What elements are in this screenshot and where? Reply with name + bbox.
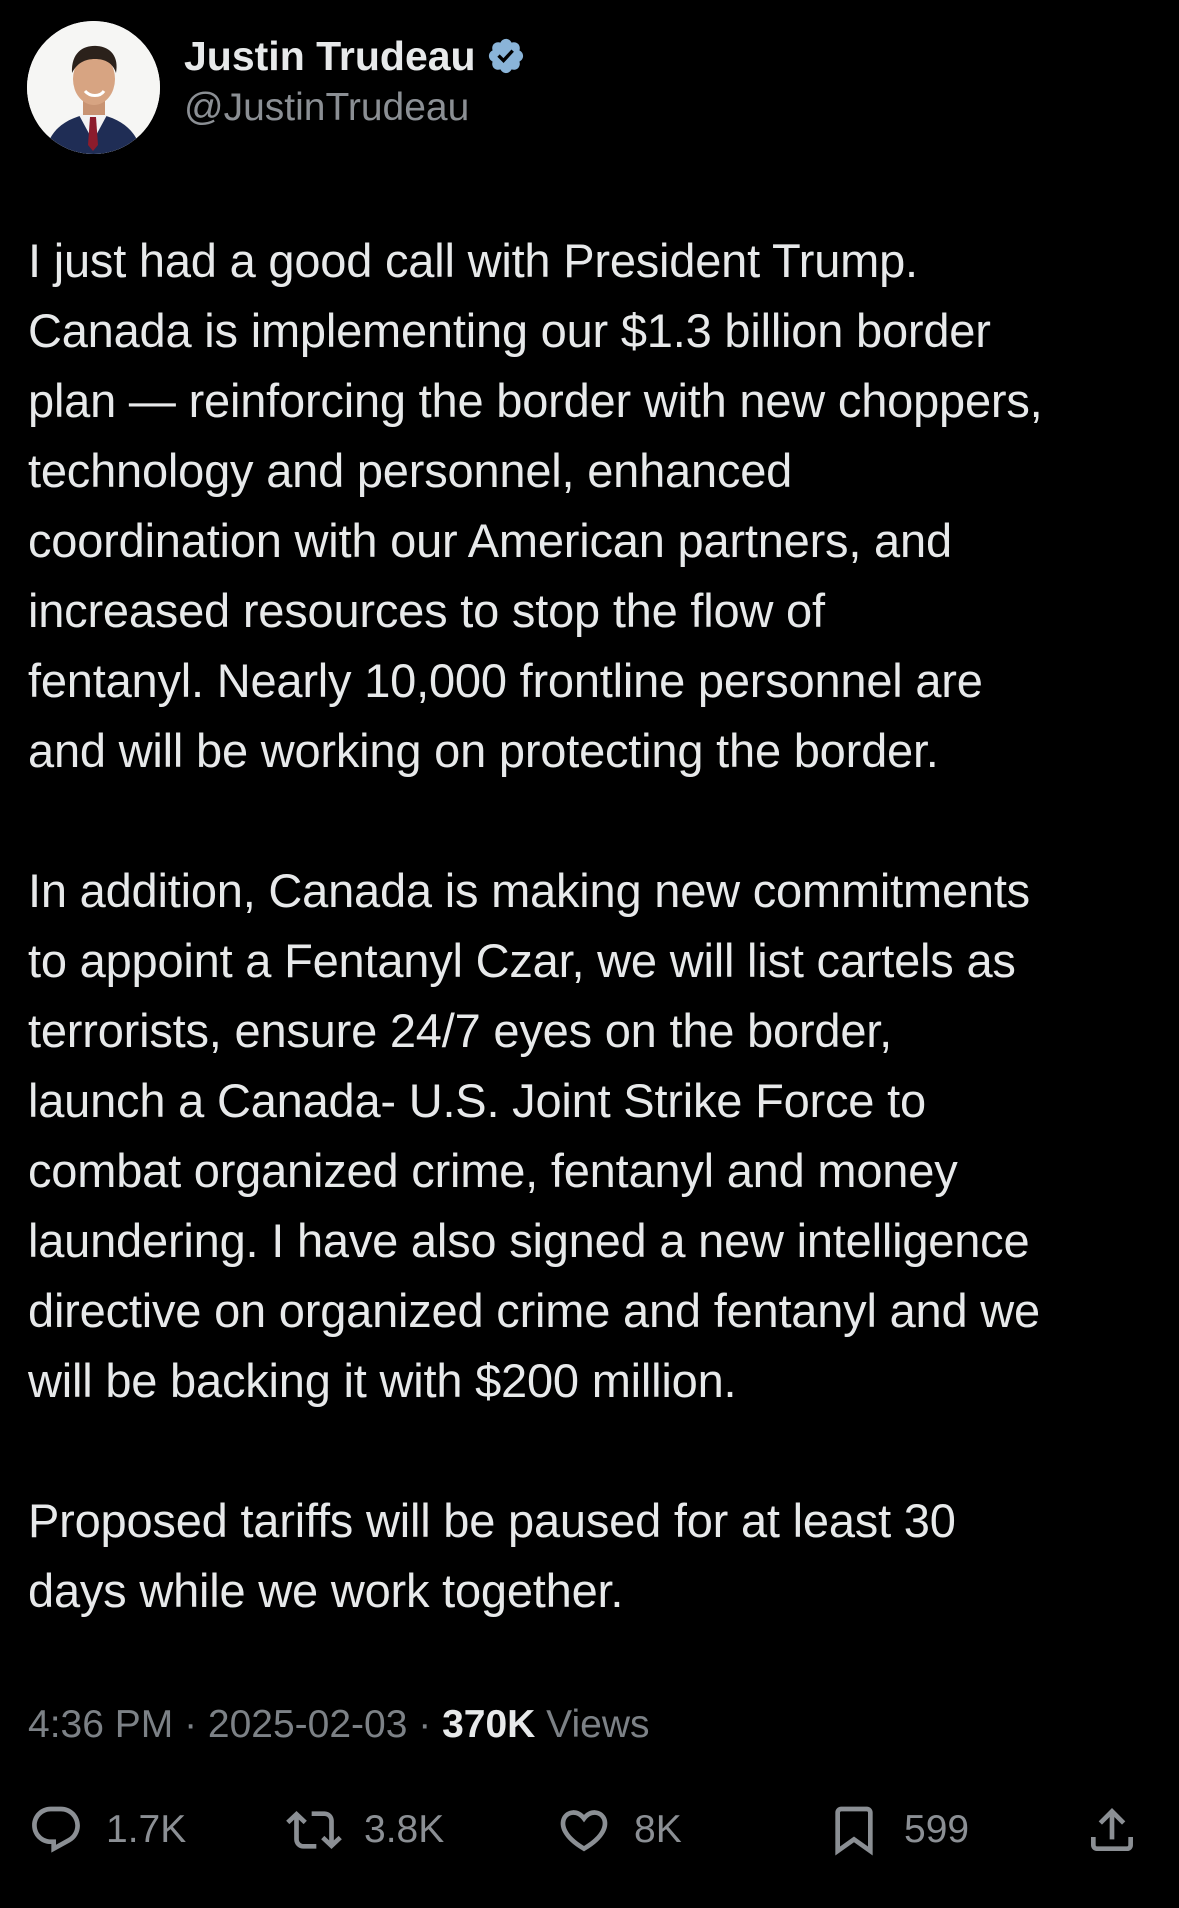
- text-line: technology and personnel, enhanced: [28, 444, 793, 497]
- heart-icon: [556, 1802, 612, 1858]
- like-count: 8K: [634, 1808, 682, 1851]
- tweet-paragraph: [28, 226, 1168, 786]
- share-button[interactable]: [1084, 1790, 1140, 1870]
- verified-badge-icon[interactable]: [486, 36, 526, 76]
- views-label: Views: [546, 1703, 650, 1746]
- tweet-time[interactable]: 4:36 PM: [28, 1703, 174, 1746]
- text-line: directive on organized crime and fentanyl and we: [28, 1284, 1040, 1337]
- bookmark-button[interactable]: [826, 1790, 969, 1870]
- tweet-date[interactable]: 2025-02-03: [207, 1703, 408, 1746]
- text-line: combat organized crime, fentanyl and money: [28, 1144, 958, 1197]
- text-line: coordination with our American partners, and: [28, 514, 952, 567]
- reply-icon: [28, 1802, 84, 1858]
- avatar[interactable]: [27, 21, 160, 154]
- tweet-header: [27, 20, 526, 155]
- share-icon: [1084, 1802, 1140, 1858]
- views-count[interactable]: 370K: [442, 1703, 536, 1746]
- author-info: [184, 31, 526, 135]
- text-line: days while we work together.: [28, 1564, 624, 1617]
- text-line: I just had a good call with President Trump.: [28, 234, 918, 287]
- text-line: terrorists, ensure 24/7 eyes on the border,: [28, 1004, 892, 1057]
- author-handle[interactable]: @JustinTrudeau: [184, 85, 470, 129]
- name-row: [184, 31, 526, 81]
- text-line: fentanyl. Nearly 10,000 frontline personnel are: [28, 654, 983, 707]
- retweet-count: 3.8K: [364, 1808, 445, 1851]
- reply-count: 1.7K: [106, 1808, 187, 1851]
- author-display-name[interactable]: Justin Trudeau: [184, 32, 476, 79]
- retweet-icon: [286, 1802, 342, 1858]
- text-line: Canada is implementing our $1.3 billion border: [28, 304, 991, 357]
- tweet-text: [28, 226, 1168, 1626]
- bookmark-icon: [826, 1802, 882, 1858]
- tweet-paragraph: [28, 1486, 1168, 1626]
- text-line: and will be working on protecting the border.: [28, 724, 939, 777]
- reply-button[interactable]: [28, 1790, 186, 1870]
- text-line: plan — reinforcing the border with new choppers,: [28, 374, 1043, 427]
- meta-separator: ·: [173, 1703, 208, 1746]
- text-line: launch a Canada- U.S. Joint Strike Force to: [28, 1074, 926, 1127]
- tweet-meta: [28, 1700, 650, 1750]
- text-line: Proposed tariffs will be paused for at least 30: [28, 1494, 956, 1547]
- like-button[interactable]: [556, 1790, 682, 1870]
- bookmark-count: 599: [904, 1808, 970, 1851]
- tweet-paragraph: [28, 856, 1168, 1416]
- text-line: In addition, Canada is making new commitments: [28, 864, 1030, 917]
- text-line: will be backing it with $200 million.: [28, 1354, 737, 1407]
- text-line: increased resources to stop the flow of: [28, 584, 825, 637]
- text-line: laundering. I have also signed a new intelligence: [28, 1214, 1030, 1267]
- meta-separator: ·: [407, 1703, 443, 1746]
- action-bar: [0, 1790, 1179, 1870]
- retweet-button[interactable]: [286, 1790, 444, 1870]
- text-line: to appoint a Fentanyl Czar, we will list cartels as: [28, 934, 1016, 987]
